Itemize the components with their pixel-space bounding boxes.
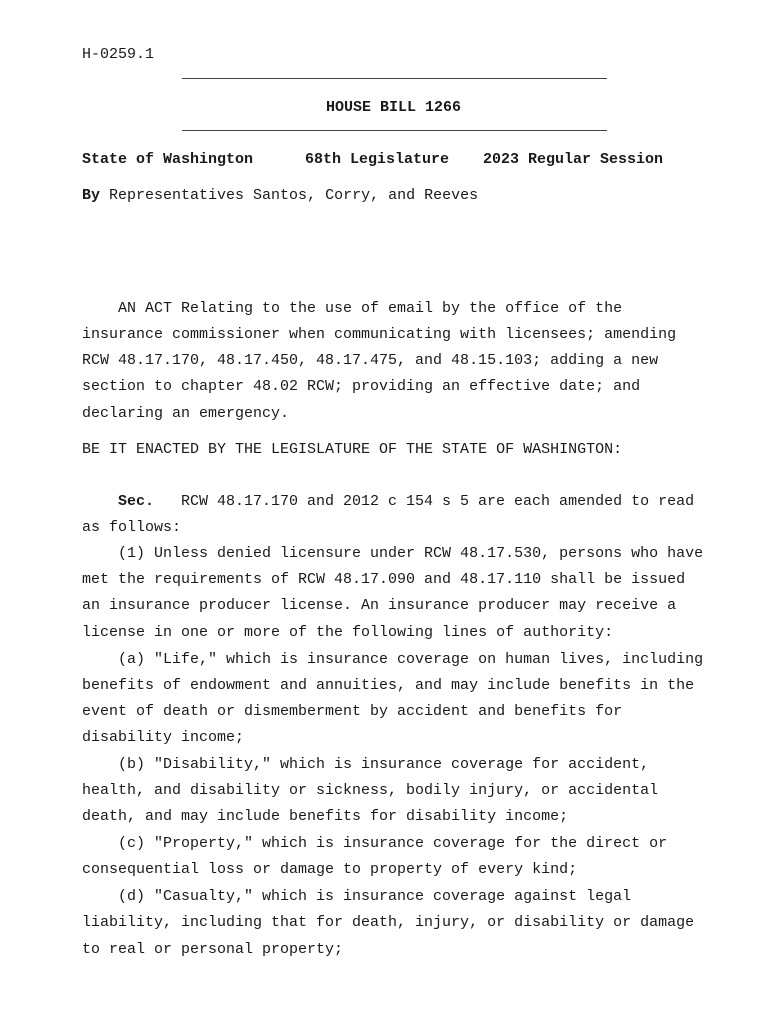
sponsors-by-label: By xyxy=(82,187,101,204)
act-line: AN ACT Relating to the use of email by the office of the xyxy=(82,300,623,317)
act-line: RCW 48.17.170, 48.17.450, 48.17.475, and 48.15.103; adding a new xyxy=(82,352,659,369)
body-line: (1) Unless denied licensure under RCW 48.17.530, persons who have xyxy=(82,545,704,562)
title-rule-bottom xyxy=(182,130,607,131)
act-line: declaring an emergency. xyxy=(82,405,290,422)
body-line: (b) "Disability," which is insurance coverage for accident, xyxy=(82,756,650,773)
body-line: (c) "Property," which is insurance coverage for the direct or xyxy=(82,835,668,852)
enacting-clause: BE IT ENACTED BY THE LEGISLATURE OF THE STATE OF WASHINGTON: xyxy=(82,441,623,458)
act-line: section to chapter 48.02 RCW; providing an effective date; and xyxy=(82,378,641,395)
body-line: health, and disability or sickness, bodily injury, or accidental xyxy=(82,782,659,799)
body-line: liability, including that for death, injury, or disability or damage xyxy=(82,914,695,931)
section-heading-cont: as follows: xyxy=(82,519,182,536)
section-heading: RCW 48.17.170 and 2012 c 154 s 5 are each amended to read xyxy=(181,493,695,510)
body-line: death, and may include benefits for disability income; xyxy=(82,808,569,825)
body-line: disability income; xyxy=(82,729,245,746)
body-line: benefits of endowment and annuities, and may include benefits in the xyxy=(82,677,695,694)
act-line: insurance commissioner when communicating with licensees; amending xyxy=(82,326,677,343)
body-line: met the requirements of RCW 48.17.090 and 48.17.110 shall be issued xyxy=(82,571,686,588)
document-id: H-0259.1 xyxy=(82,46,155,63)
session-state: State of Washington xyxy=(82,151,254,168)
title-rule-top xyxy=(182,78,607,79)
body-line: (d) "Casualty," which is insurance coverage against legal xyxy=(82,888,632,905)
body-line: an insurance producer license. An insurance producer may receive a xyxy=(82,597,677,614)
sponsors-names: Representatives Santos, Corry, and Reeves xyxy=(109,187,479,204)
body-line: consequential loss or damage to property of every kind; xyxy=(82,861,578,878)
sponsors-line xyxy=(82,187,478,204)
body-line: (a) "Life," which is insurance coverage on human lives, including xyxy=(82,651,704,668)
session-regular: 2023 Regular Session xyxy=(483,151,664,168)
body-line: license in one or more of the following lines of authority: xyxy=(82,624,614,641)
body-line: event of death or dismemberment by accident and benefits for xyxy=(82,703,623,720)
body-line: to real or personal property; xyxy=(82,941,344,958)
section-label: Sec. xyxy=(118,493,155,510)
bill-title: HOUSE BILL 1266 xyxy=(326,99,462,116)
session-legislature: 68th Legislature xyxy=(305,151,450,168)
